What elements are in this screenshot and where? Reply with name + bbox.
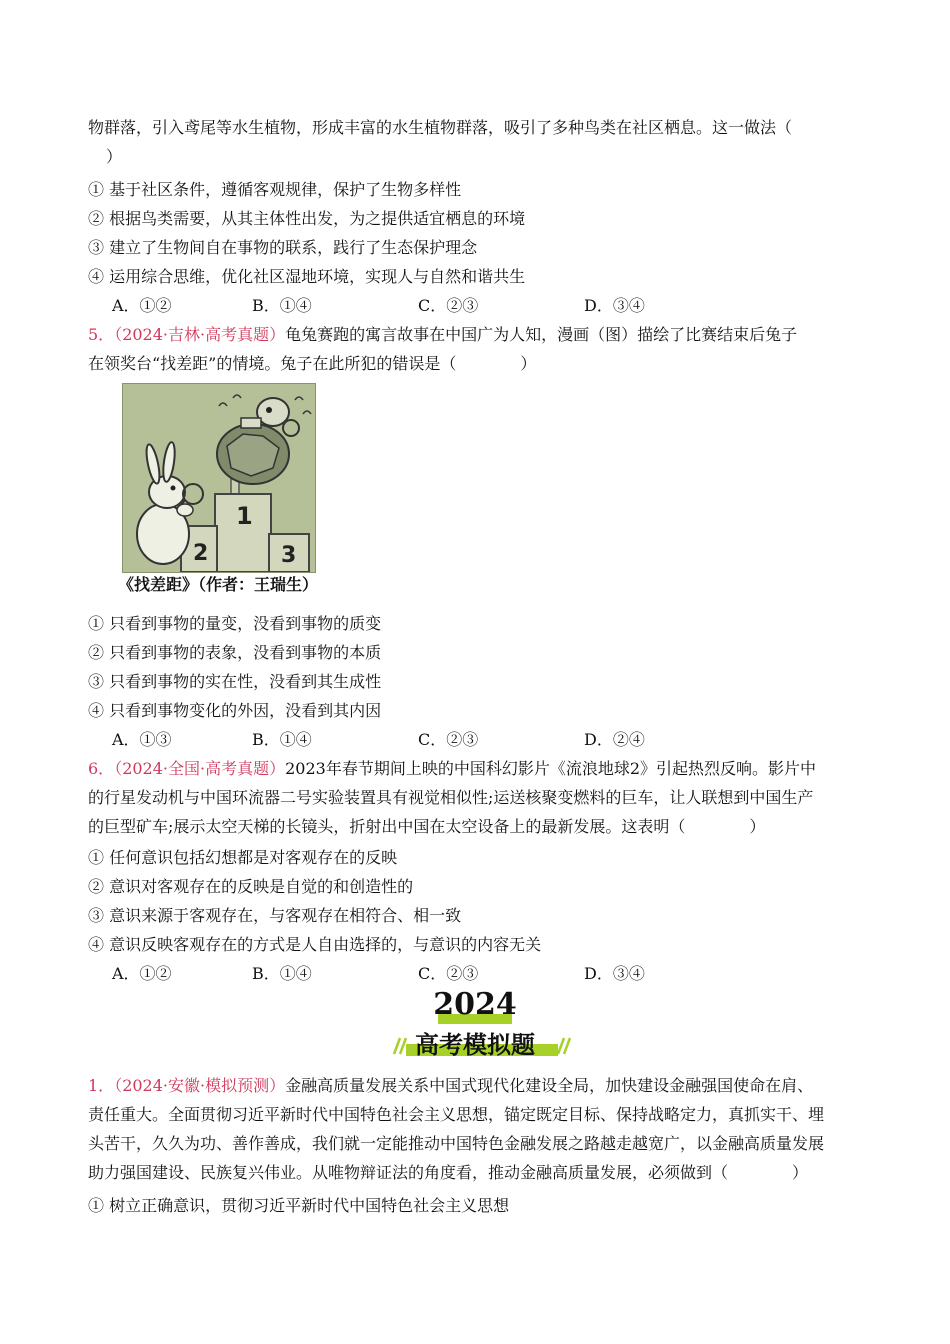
- q4-option-1: ① 基于社区条件，遵循客观规律，保护了生物多样性: [88, 180, 462, 199]
- q4-choice-a[interactable]: A．①②: [112, 296, 172, 315]
- q6-choice-b[interactable]: B．①④: [252, 964, 312, 983]
- q6-option-2: ② 意识对客观存在的反映是自觉的和创造性的: [88, 877, 414, 896]
- q6-source: （2024·全国·高考真题）: [114, 759, 286, 778]
- q5-source: （2024·吉林·高考真题）: [114, 325, 286, 344]
- m1-stem-line-1: [88, 1076, 868, 1096]
- q6-choice-c[interactable]: C．②③: [418, 964, 479, 983]
- q5-number: 5．: [88, 325, 115, 344]
- q4-choice-b[interactable]: B．①④: [252, 296, 312, 315]
- q4-stem-line-1: 物群落，引入鸢尾等水生植物，形成丰富的水生植物群落，吸引了多种鸟类在社区栖息。这一做法（: [88, 118, 793, 137]
- m1-stem-line-3: 头苦干，久久为功、善作善成，我们就一定能推动中国特色金融发展之路越走越宽广，以金融高质量发展: [88, 1134, 825, 1153]
- figure-caption: 《找差距》（作者：王瑞生）: [118, 575, 319, 594]
- m1-stem-line-4: 助力强国建设、民族复兴伟业。从唯物辩证法的角度看，推动金融高质量发展，必须做到（ ）: [88, 1163, 809, 1182]
- q4-stem-line-2: ）: [106, 147, 123, 166]
- q5-choices: [112, 730, 752, 750]
- q5-stem-line-2: 在领奖台“找差距”的情境。兔子在此所犯的错误是（ ）: [88, 354, 537, 373]
- m1-option-1: ① 树立正确意识，贯彻习近平新时代中国特色社会主义思想: [88, 1196, 510, 1215]
- q4-choices: [112, 296, 752, 316]
- q6-stem-line-1: [88, 759, 868, 779]
- podium-label-1: 1: [236, 502, 253, 530]
- m1-stem-line-2: 责任重大。全面贯彻习近平新时代中国特色社会主义思想，锚定既定目标、保持战略定力，真抓实干、埋: [88, 1105, 825, 1124]
- q4-option-3: ③ 建立了生物间自在事物的联系，践行了生态保护理念: [88, 238, 478, 257]
- q6-choice-d[interactable]: D．③④: [584, 964, 645, 983]
- q4-option-2: ② 根据鸟类需要，从其主体性出发，为之提供适宜栖息的环境: [88, 209, 526, 228]
- q6-stem-line-3: 的巨型矿车;展示太空天梯的长镜头，折射出中国在太空设备上的最新发展。这表明（ ）: [88, 817, 766, 836]
- q5-option-2: ② 只看到事物的表象，没看到事物的本质: [88, 643, 382, 662]
- section-year: 2024: [433, 987, 517, 1022]
- cartoon-illustration: [123, 384, 315, 572]
- cartoon-figure: [122, 383, 316, 573]
- q6-choices: [112, 964, 752, 984]
- q5-choice-d[interactable]: D．②④: [584, 730, 645, 749]
- q6-choice-a[interactable]: A．①②: [112, 964, 172, 983]
- q5-option-4: ④ 只看到事物变化的外因，没看到其内因: [88, 701, 382, 720]
- q5-choice-a[interactable]: A．①③: [112, 730, 172, 749]
- m1-source: （2024·安徽·模拟预测）: [114, 1076, 286, 1095]
- q5-option-3: ③ 只看到事物的实在性，没看到其生成性: [88, 672, 382, 691]
- q4-choice-d[interactable]: D．③④: [584, 296, 645, 315]
- m1-number: 1．: [88, 1076, 115, 1095]
- section-title: 高考模拟题: [415, 1031, 535, 1059]
- q6-option-3: ③ 意识来源于客观存在，与客观存在相符合、相一致: [88, 906, 462, 925]
- podium-label-3: 3: [281, 543, 297, 568]
- q5-stem-text: 龟兔赛跑的寓言故事在中国广为人知，漫画（图）描绘了比赛结束后兔子: [285, 325, 798, 344]
- q5-choice-c[interactable]: C．②③: [418, 730, 479, 749]
- q6-option-4: ④ 意识反映客观存在的方式是人自由选择的，与意识的内容无关: [88, 935, 542, 954]
- q4-option-4: ④ 运用综合思维，优化社区湿地环境，实现人与自然和谐共生: [88, 267, 526, 286]
- q4-choice-c[interactable]: C．②③: [418, 296, 479, 315]
- q5-choice-b[interactable]: B．①④: [252, 730, 312, 749]
- q5-option-1: ① 只看到事物的量变，没看到事物的质变: [88, 614, 382, 633]
- q6-stem-text: 2023年春节期间上映的中国科幻影片《流浪地球2》引起热烈反响。影片中: [285, 759, 816, 778]
- q6-stem-line-2: 的行星发动机与中国环流器二号实验装置具有视觉相似性;运送核聚变燃料的巨车，让人联想到中国生产: [88, 788, 814, 807]
- m1-stem-text: 金融高质量发展关系中国式现代化建设全局，加快建设金融强国使命在肩、: [285, 1076, 814, 1095]
- q6-number: 6．: [88, 759, 115, 778]
- q6-option-1: ① 任何意识包括幻想都是对客观存在的反映: [88, 848, 398, 867]
- podium-label-2: 2: [193, 541, 209, 566]
- q5-stem-line-1: [88, 325, 868, 345]
